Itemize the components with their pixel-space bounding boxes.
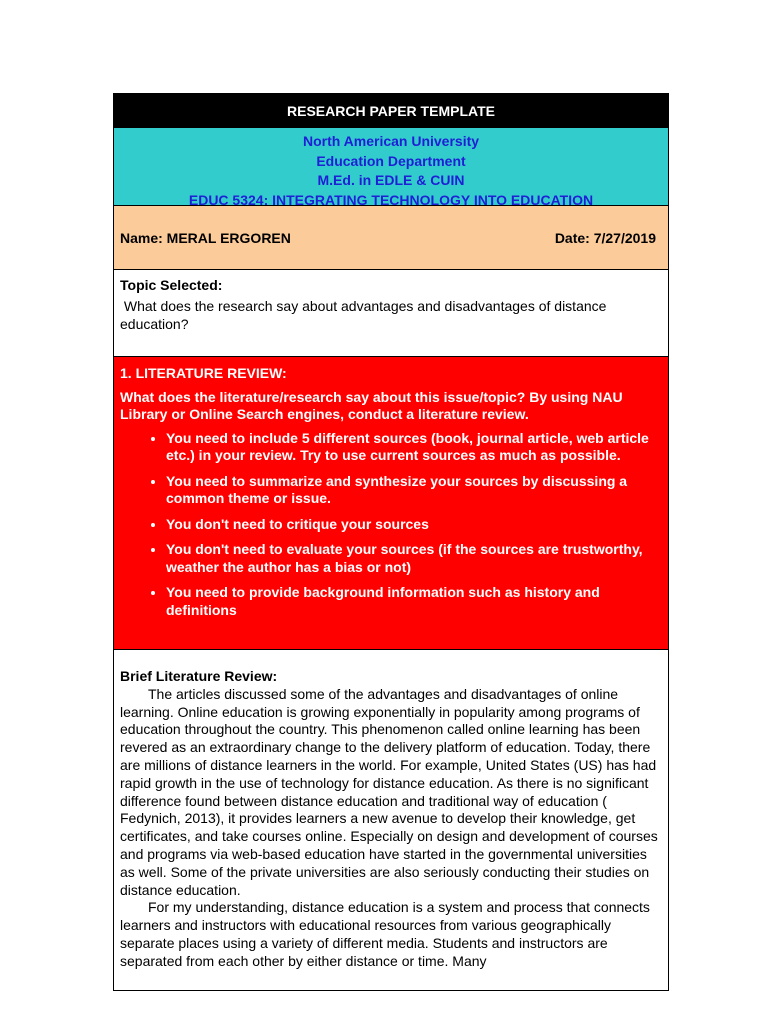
list-item: • You don't need to evaluate your sources (if the sources are trustworthy, weather the author has a bias or not) [166,541,662,576]
list-item: • You need to include 5 different sources (book, journal article, web article etc.) in your review. Try to use current sources as much as possible. [166,430,662,465]
university-name: North American University [302,133,480,149]
literature-review-instructions [114,357,668,650]
instruction-list [120,430,662,620]
research-template-table [113,93,669,991]
university-block [114,128,668,206]
student-info-row [114,206,668,270]
list-item: • You need to provide background information such as history and definitions [166,584,662,619]
review-paragraph: For my understanding, distance education is a system and process that connects learners and instructors with educational resources from various geographically separate places using a variety of different media. Students and instructors are separated from each other by either distance or time. Many [120,899,650,969]
list-item: • You don't need to critique your sources [166,516,662,534]
student-name: Name: MERAL ERGOREN [120,229,291,246]
review-paragraph: The articles discussed some of the advantages and disadvantages of online learning. Online education is growing exponentially in popularity among programs of education throughout the country. This phenomenon called online learning has been revered as an extraordinary change to the delivery platform of education. Today, there are millions of distance learners in the world. For example, United States (US) has had rapid growth in the use of technology for distance education. As there is no significant difference found between distance education and traditional way of education ( Fedynich, 2013), it provides learners a new avenue to develop their knowledge, get certificates, and take courses online. Especially on design and development of courses and programs via web-based education have started in the governmental universities as well. Some of the private universities are also seriously conducting their studies on distance education. [120,685,658,898]
template-title-text: RESEARCH PAPER TEMPLATE [287,102,495,119]
literature-heading: 1. LITERATURE REVIEW: [120,365,287,381]
program-name: M.Ed. in EDLE & CUIN [317,172,465,188]
course-name: EDUC 5324: INTEGRATING TECHNOLOGY INTO EDUCATION [188,191,594,208]
brief-label: Brief Literature Review: [120,668,278,684]
literature-intro: What does the literature/research say about this issue/topic? By using NAU Library or Online Search engines, conduct a literature review. [120,388,623,422]
list-item: • You need to summarize and synthesize your sources by discussing a common theme or issue. [166,473,662,508]
topic-text: What does the research say about advantages and disadvantages of distance education? [120,298,611,332]
template-title [114,94,668,128]
brief-literature-review [114,650,668,990]
topic-label: Topic Selected: [120,277,223,293]
submission-date: Date: 7/27/2019 [554,229,656,246]
department-name: Education Department [316,152,466,169]
topic-section [114,270,668,357]
